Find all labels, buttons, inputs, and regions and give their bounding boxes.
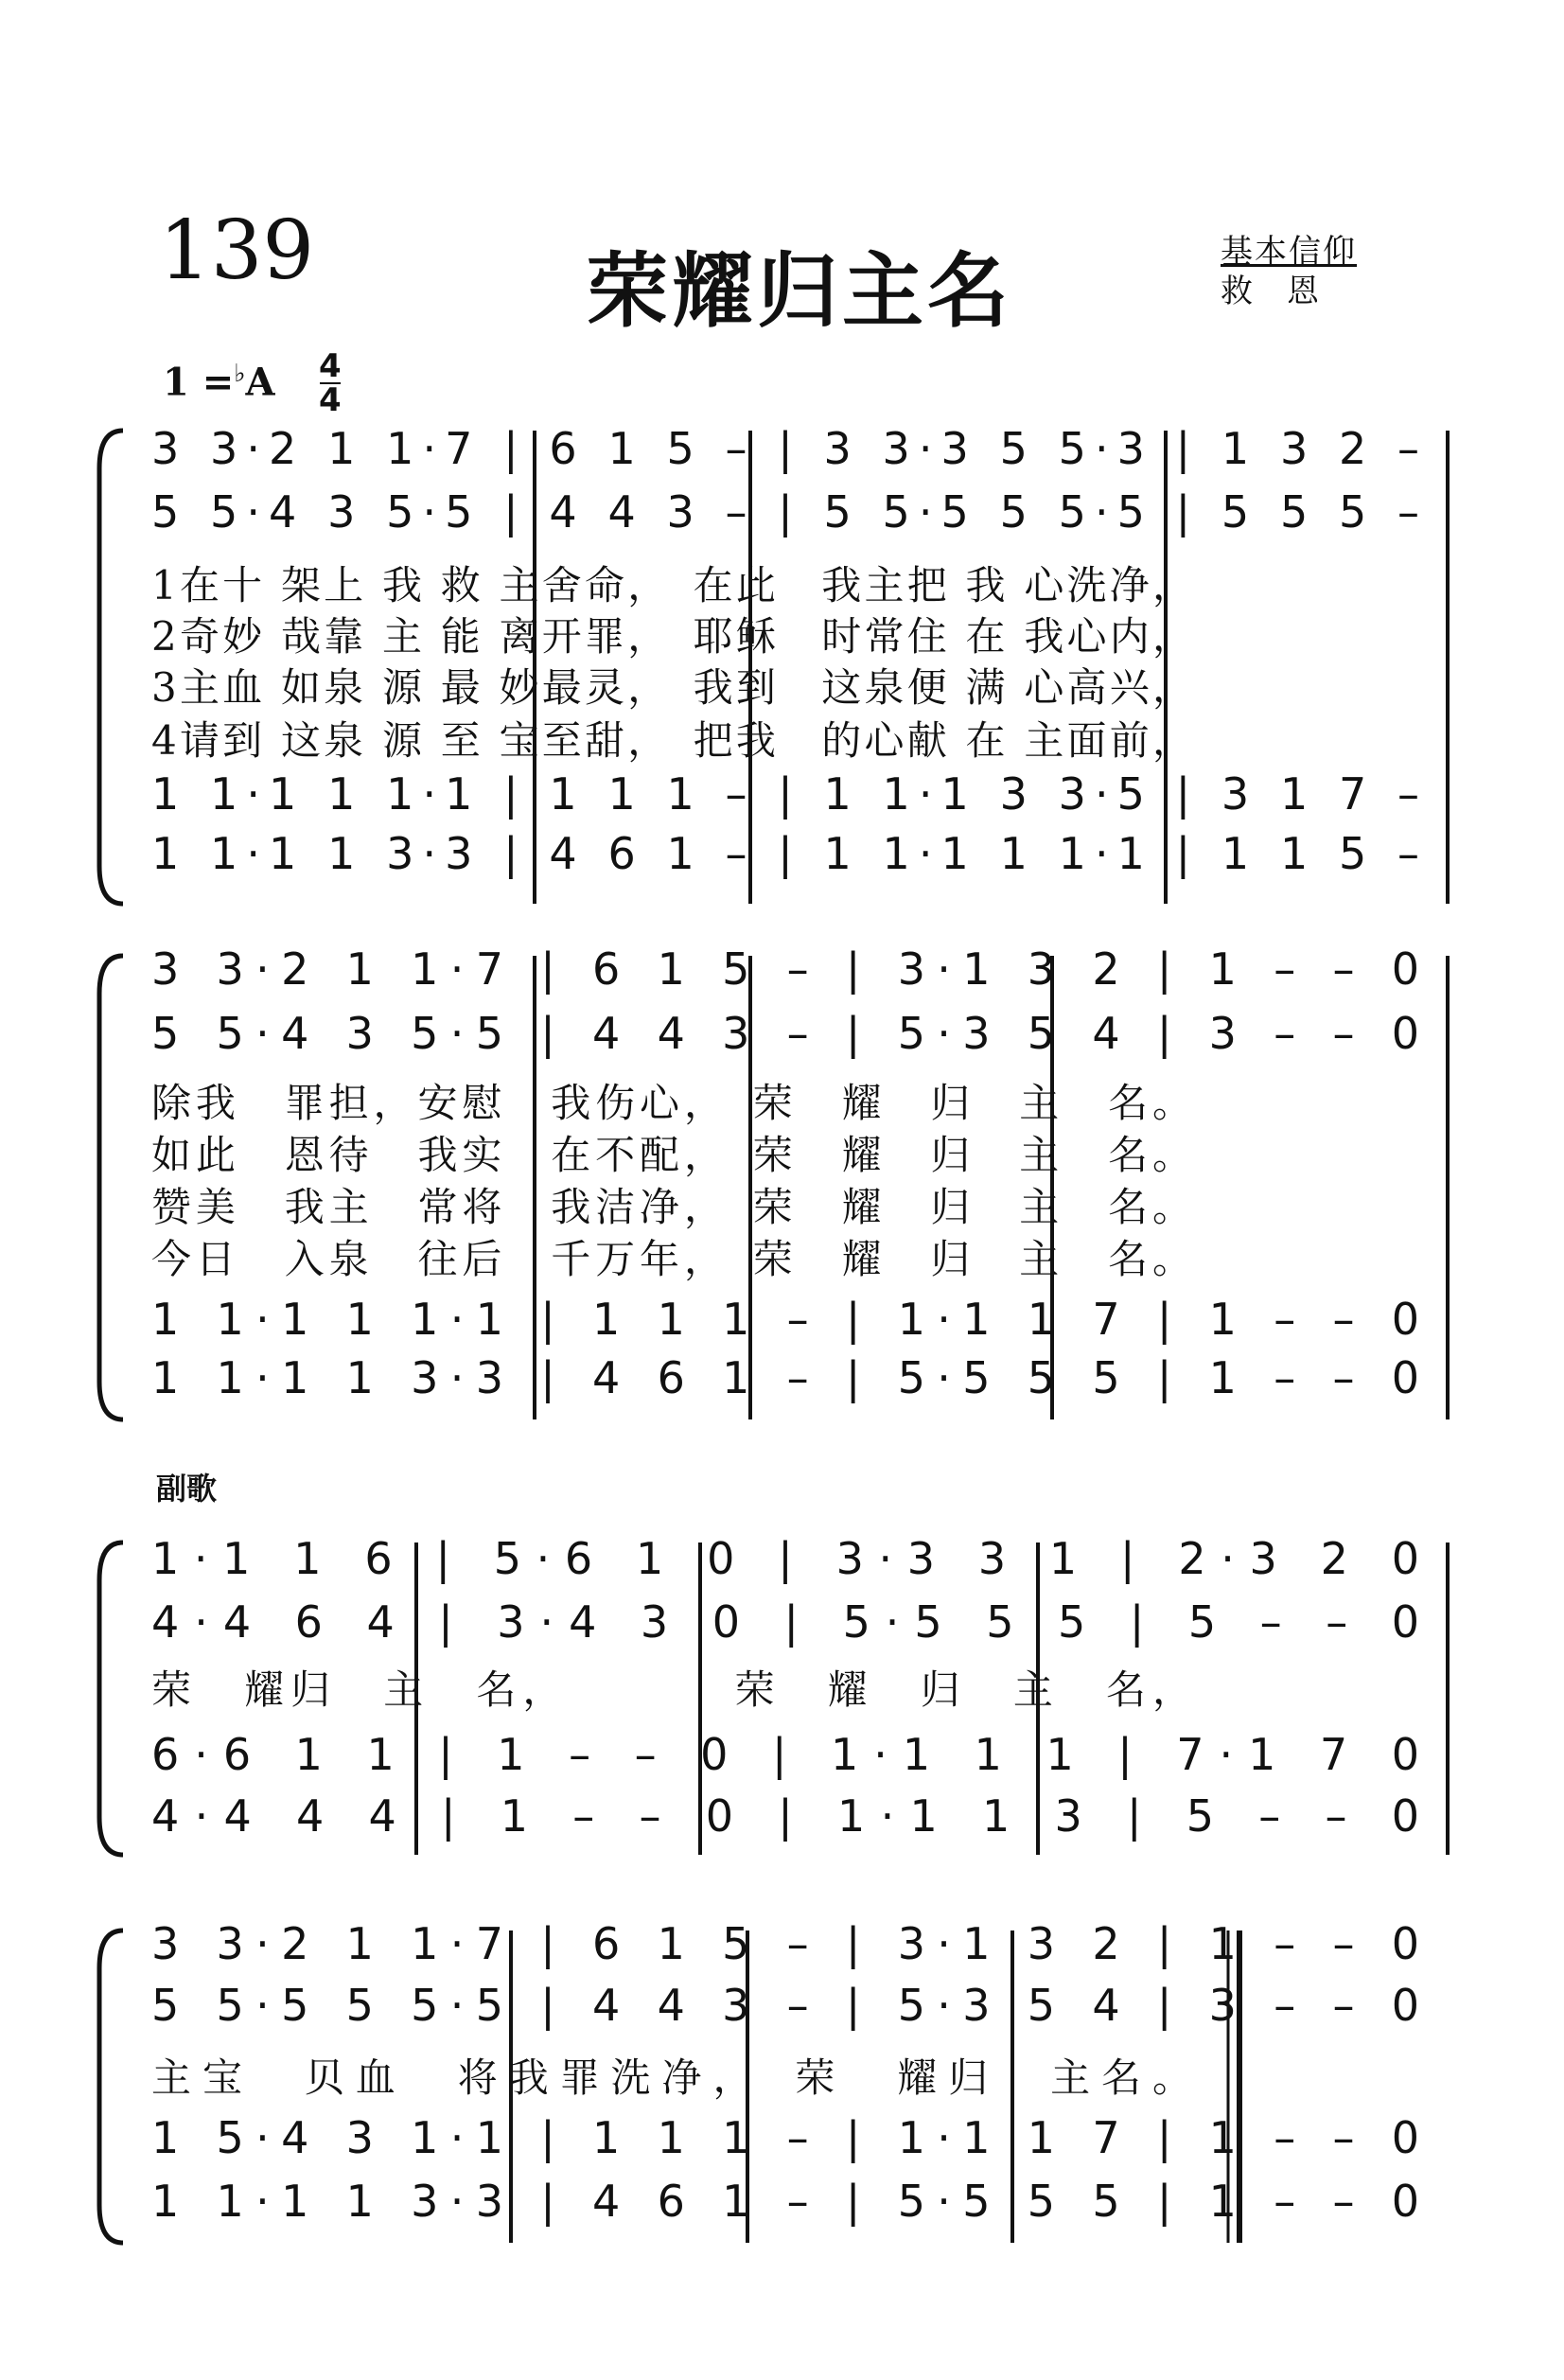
time-numerator: 4	[319, 347, 342, 385]
notation-row: 1 1·1 1 1·1 | 1 1 1 – | 1 1·1 3 3·5 | 3 1 7 –	[151, 768, 1419, 820]
lyric-line: 赞美 我主 常将 我洁净， 荣 耀 归 主 名。	[151, 1184, 1192, 1230]
notation-row: 1 1·1 1 1·1 | 1 1 1 – | 1·1 1 7 | 1 – – 0	[151, 1294, 1419, 1345]
notation-row: 5 5·4 3 5·5 | 4 4 3 – | 5·3 5 4 | 3 – – 0	[151, 1008, 1419, 1059]
flat-sign: ♭	[234, 360, 246, 388]
lyric-line: 2奇妙 哉靠 主 能 离开罪， 耶稣 时常住 在 我心内，	[151, 613, 1192, 660]
lyric-line: 荣 耀归 主 名， 荣 耀 归 主 名，	[151, 1666, 1192, 1713]
chorus-label: 副歌	[156, 1471, 218, 1507]
notation-row: 3 3·2 1 1·7 | 6 1 5 – | 3·1 3 2 | 1 – – 0	[151, 943, 1419, 995]
notation-row: 4·4 4 4 | 1 – – 0 | 1·1 1 3 | 5 – – 0	[151, 1790, 1419, 1842]
lyric-line: 4请到 这泉 源 至 宝至甜， 把我 的心献 在 主面前，	[151, 717, 1192, 764]
lyric-line: 今日 入泉 往后 千万年， 荣 耀 归 主 名。	[151, 1236, 1192, 1282]
notation-row: 5 5·4 3 5·5 | 4 4 3 – | 5 5·5 5 5·5 | 5 5 5 –	[151, 486, 1419, 538]
notation-row: 1·1 1 6 | 5·6 1 0 | 3·3 3 1 | 2·3 2 0	[151, 1533, 1419, 1584]
lyric-line: 主宝 贝血 将我罪洗净， 荣 耀归 主名。	[151, 2054, 1192, 2101]
system-bracket	[99, 1543, 123, 1855]
category-label: 基本信仰	[1221, 233, 1357, 271]
system-bracket	[99, 956, 123, 1419]
notation-row: 5 5·5 5 5·5 | 4 4 3 – | 5·3 5 4 | 3 – – 0	[151, 1980, 1419, 2031]
notation-row: 1 1·1 1 3·3 | 4 6 1 – | 5·5 5 5 | 1 – – 0	[151, 1352, 1419, 1403]
system-bracket	[99, 431, 123, 904]
lyric-line: 3主血 如泉 源 最 妙最灵， 我到 这泉便 满 心高兴，	[151, 664, 1192, 711]
notation-row: 3 3·2 1 1·7 | 6 1 5 – | 3 3·3 5 5·3 | 1 3 2 –	[151, 423, 1419, 474]
hymn-title: 荣耀归主名	[587, 243, 1012, 339]
notation-row: 1 1·1 1 3·3 | 4 6 1 – | 1 1·1 1 1·1 | 1 1 5 –	[151, 828, 1419, 879]
notation-row: 6·6 1 1 | 1 – – 0 | 1·1 1 1 | 7·1 7 0	[151, 1729, 1419, 1780]
lyric-line: 除我 罪担，安慰 我伤心， 荣 耀 归 主 名。	[151, 1080, 1192, 1126]
lyric-line: 如此 恩待 我实 在不配， 荣 耀 归 主 名。	[151, 1132, 1192, 1178]
system-bracket	[99, 1930, 123, 2243]
time-denominator: 4	[319, 381, 342, 419]
notation-row: 4·4 6 4 | 3·4 3 0 | 5·5 5 5 | 5 – – 0	[151, 1596, 1419, 1648]
notation-row: 3 3·2 1 1·7 | 6 1 5 – | 3·1 3 2 | 1 – – 0	[151, 1918, 1419, 1969]
subcategory-label: 救恩	[1221, 273, 1353, 310]
key-label: 1 =	[163, 360, 235, 405]
hymn-number: 139	[159, 203, 315, 298]
key-note: A	[245, 360, 275, 405]
lyric-line: 1在十 架上 我 救 主舍命， 在此 我主把 我 心洗净，	[151, 562, 1192, 608]
notation-row: 1 5·4 3 1·1 | 1 1 1 – | 1·1 1 7 | 1 – – 0	[151, 2112, 1419, 2163]
notation-row: 1 1·1 1 3·3 | 4 6 1 – | 5·5 5 5 | 1 – – 0	[151, 2176, 1419, 2227]
